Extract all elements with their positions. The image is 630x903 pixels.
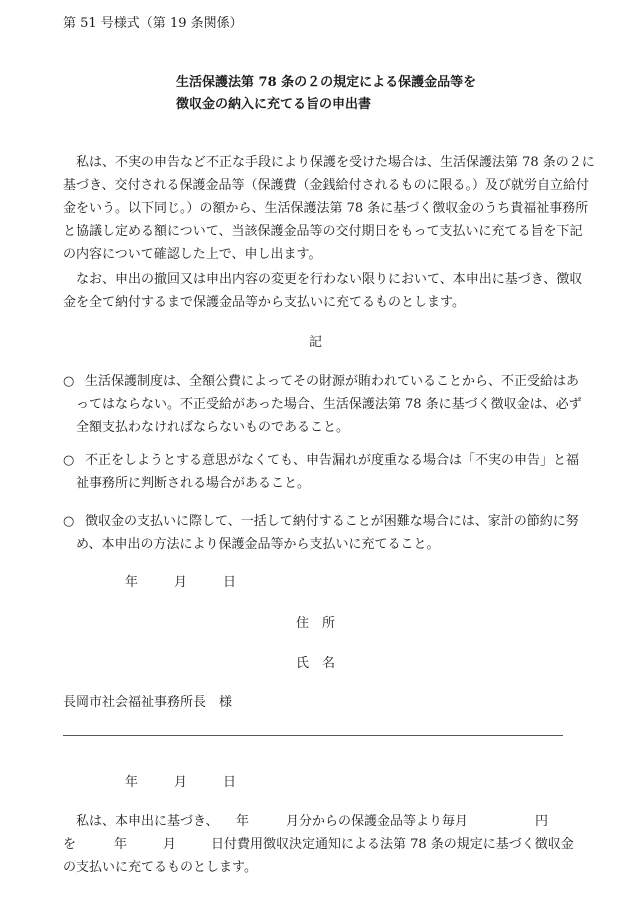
yen-label: 円 (535, 814, 549, 829)
circle-bullet-icon: ○ (63, 453, 75, 468)
date-year-label: 年 (125, 775, 139, 790)
list-item (63, 449, 580, 495)
bottom-text: 私は、本申出に基づき、 (76, 814, 219, 829)
document-title-line-2: 徴収金の納入に充てる旨の申出書 (176, 97, 372, 112)
paragraph-line: 金をいう。以下同じ。）の額から、生活保護法第 78 条に基づく徴収金のうち貴福祉事務所 (63, 201, 589, 216)
date-year-label: 年 (125, 575, 139, 590)
address-label: 住 所 (296, 616, 336, 631)
list-item-text: ってはならない。不正受給があった場合、生活保護法第 78 条に基づく徴収金は、必ず (76, 397, 582, 412)
bottom-year-label: 年 (114, 837, 128, 852)
list-item-text: 徴収金の支払いに際して、一括して納付することが困難な場合には、家計の節約に努 (85, 514, 579, 529)
date-month-label: 月 (174, 775, 188, 790)
paragraph-withdrawal-note (63, 268, 583, 314)
paragraph-declaration (63, 151, 595, 266)
list-item-text: 不正をしようとする意思がなくても、申告漏れが度重なる場合は「不実の申告」と福 (85, 453, 580, 468)
bottom-text: 月分からの保護金品等より毎月 (286, 814, 469, 829)
circle-bullet-icon: ○ (63, 514, 75, 529)
bottom-text: 日付費用徴収決定通知による法第 78 条の規定に基づく徴収金 (211, 837, 574, 852)
paragraph-line: 私は、不実の申告など不正な手段により保護を受けた場合は、生活保護法第 78 条の２に (76, 155, 595, 170)
list-item (63, 510, 579, 556)
bottom-month-label: 月 (163, 837, 177, 852)
paragraph-line: の内容について確認した上で、申し出ます。 (63, 247, 322, 262)
paragraph-line: と協議し定める額について、当該保護金品等の交付期日をもって支払いに充てる旨を下記 (63, 224, 583, 239)
bottom-text: の支払いに充てるものとします。 (63, 860, 257, 875)
divider-line (63, 735, 563, 736)
list-item-text: 生活保護制度は、全額公費によってその財源が賄われていることから、不正受給はあ (85, 374, 580, 389)
addressee: 長岡市社会福祉事務所長 様 (63, 695, 233, 710)
bottom-year-label: 年 (236, 814, 250, 829)
document-title-line-1: 生活保護法第 78 条の２の規定による保護金品等を (176, 75, 477, 90)
bottom-text: を (63, 837, 77, 852)
list-item-text: 全額支払わなければならないものであること。 (76, 420, 350, 435)
name-label: 氏 名 (296, 656, 336, 671)
paragraph-line: 基づき、交付される保護金品等（保護費（金銭給付されるものに限る。）及び就労自立給付 (63, 178, 589, 193)
list-item-text: め、本申出の方法により保護金品等から支払いに充てること。 (76, 537, 440, 552)
ki-heading: 記 (309, 335, 323, 350)
date-day-label: 日 (223, 775, 237, 790)
date-day-label: 日 (223, 575, 237, 590)
form-number: 第 51 号様式（第 19 条関係） (63, 16, 243, 31)
paragraph-line: なお、申出の撤回又は申出内容の変更を行わない限りにおいて、本申出に基づき、徴収 (76, 272, 583, 287)
circle-bullet-icon: ○ (63, 374, 75, 389)
list-item-text: 祉事務所に判断される場合があること。 (76, 476, 311, 491)
paragraph-line: 金を全て納付するまで保護金品等から支払いに充てるものとします。 (63, 295, 465, 310)
list-item (63, 370, 582, 439)
date-month-label: 月 (174, 575, 188, 590)
